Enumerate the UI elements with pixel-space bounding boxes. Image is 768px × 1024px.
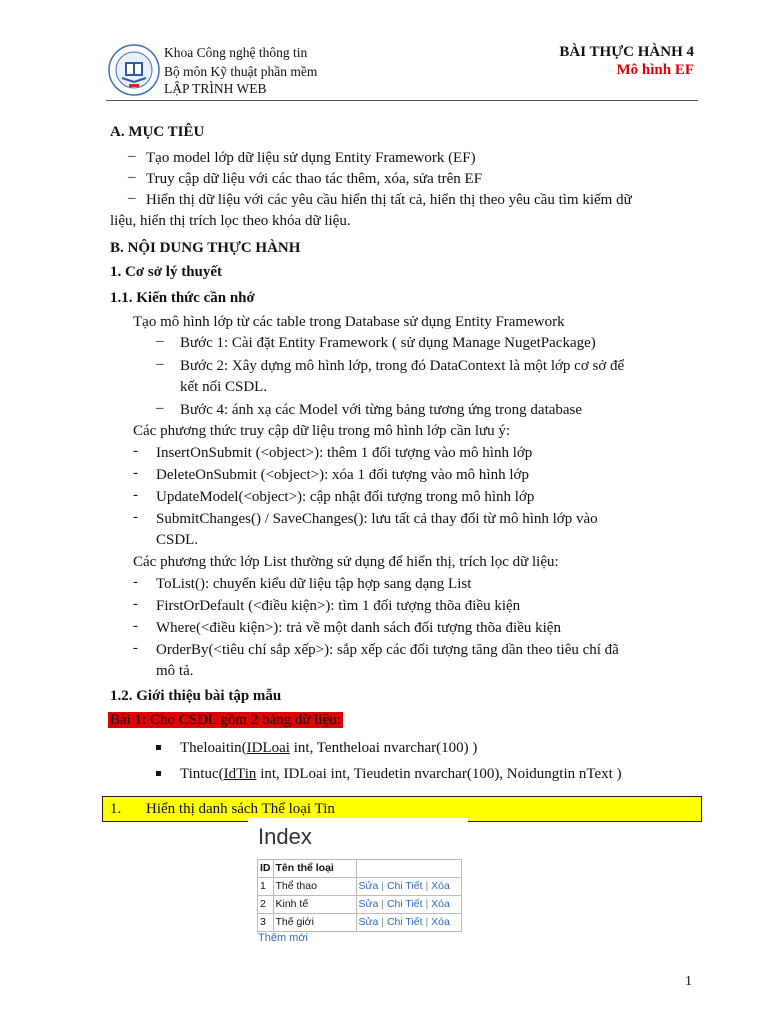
- list-intro: Các phương thức lớp List thường sử dụng để hiển thị, trích lọc dữ liệu:: [133, 554, 559, 570]
- dash-marker: -: [133, 487, 138, 503]
- dash-marker: -: [133, 443, 138, 459]
- table-row: [258, 896, 462, 914]
- cell-id: 2: [258, 896, 274, 914]
- university-logo: [108, 44, 160, 96]
- table-name: Theloaitin(: [180, 740, 247, 756]
- table-row: [258, 878, 462, 896]
- details-link[interactable]: Chi Tiết: [386, 880, 423, 892]
- intro-text: Tạo mô hình lớp từ các table trong Database sử dụng Entity Framework: [133, 314, 565, 330]
- separator: |: [425, 898, 429, 910]
- category-table: [257, 859, 462, 932]
- dash-marker: -: [133, 596, 138, 612]
- dash-marker: –: [128, 190, 136, 206]
- cell-actions: [356, 878, 461, 896]
- cell-name: Thế giới: [273, 914, 356, 932]
- heading-1-1: 1.1. Kiến thức cần nhớ: [110, 290, 255, 306]
- dash-marker: –: [128, 148, 136, 164]
- table-name: Tintuc(: [180, 766, 224, 782]
- square-bullet-icon: [156, 771, 161, 776]
- objective-item: Tạo model lớp dữ liệu sử dụng Entity Framework (EF): [146, 150, 476, 166]
- separator: |: [381, 880, 385, 892]
- heading-1-2: 1.2. Giới thiệu bài tập mẫu: [110, 688, 282, 704]
- table-columns: int, IDLoai int, Tieudetin nvarchar(100), Noidungtin nText ): [256, 766, 622, 782]
- method-item: InsertOnSubmit (<object>): thêm 1 đối tượng vào mô hình lớp: [156, 445, 533, 461]
- exercise-1-highlight: Bài 1: Cho CSDL gồm 2 bảng dữ liệu:: [110, 712, 341, 728]
- table-columns: int, Tentheloai nvarchar(100) ): [289, 740, 478, 756]
- separator: |: [381, 898, 385, 910]
- dash-marker: –: [156, 356, 164, 372]
- separator: |: [425, 880, 429, 892]
- dash-marker: -: [133, 640, 138, 656]
- details-link[interactable]: Chi Tiết: [386, 916, 423, 928]
- list-method-item: FirstOrDefault (<điều kiện>): tìm 1 đối tượng thõa điều kiện: [156, 598, 521, 614]
- method-item: DeleteOnSubmit (<object>): xóa 1 đối tượng vào mô hình lớp: [156, 467, 529, 483]
- header-lab-subtitle: Mô hình EF: [616, 62, 694, 78]
- delete-link[interactable]: Xóa: [431, 880, 450, 892]
- dash-marker: –: [156, 400, 164, 416]
- section-a-heading: A. MỤC TIÊU: [110, 124, 205, 140]
- step-item: Bước 2: Xây dựng mô hình lớp, trong đó DataContext là một lớp cơ sở để: [180, 358, 625, 374]
- column-header-name: Tên thể loại: [273, 860, 356, 878]
- header-department: Bộ môn Kỹ thuật phần mềm: [164, 64, 318, 79]
- step-item-cont: kết nối CSDL.: [180, 379, 268, 395]
- objective-item: Hiển thị dữ liệu với các yêu cầu hiển thị tất cả, hiển thị theo yêu cầu tìm kiếm dữ: [146, 192, 632, 208]
- index-title: Index: [258, 824, 312, 849]
- list-method-item-cont: mô tả.: [156, 663, 194, 679]
- header-course: LẬP TRÌNH WEB: [164, 81, 267, 96]
- dash-marker: –: [156, 333, 164, 349]
- dash-marker: –: [128, 169, 136, 185]
- add-new-link[interactable]: Thêm mới: [258, 932, 308, 944]
- methods-intro: Các phương thức truy cập dữ liệu trong mô hình lớp cần lưu ý:: [133, 423, 511, 439]
- table-header-row: [258, 860, 462, 878]
- dash-marker: -: [133, 618, 138, 634]
- method-item-cont: CSDL.: [156, 532, 199, 548]
- table-def-tintuc: [180, 764, 622, 784]
- separator: |: [381, 916, 385, 928]
- step-item: Bước 1: Cài đặt Entity Framework ( sử dụng Manage NugetPackage): [180, 335, 596, 351]
- edit-link[interactable]: Sửa: [358, 898, 379, 910]
- heading-1: 1. Cơ sở lý thuyết: [110, 264, 223, 280]
- list-method-item: Where(<điều kiện>): trả về một danh sách đối tượng thõa điều kiện: [156, 620, 561, 636]
- header-divider: [106, 100, 698, 101]
- details-link[interactable]: Chi Tiết: [386, 898, 423, 910]
- column-header-id: ID: [258, 860, 274, 878]
- cell-actions: [356, 914, 461, 932]
- section-b-heading: B. NỘI DUNG THỰC HÀNH: [110, 240, 301, 256]
- delete-link[interactable]: Xóa: [431, 916, 450, 928]
- header-faculty: Khoa Công nghệ thông tin: [164, 45, 308, 60]
- method-item: SubmitChanges() / SaveChanges(): lưu tất cả thay đổi từ mô hình lớp vào: [156, 511, 598, 527]
- cell-name: Thể thao: [273, 878, 356, 896]
- list-method-item: OrderBy(<tiêu chí sắp xếp>): sắp xếp các đối tượng tăng dần theo tiêu chí đã: [156, 642, 619, 658]
- page-number: 1: [685, 974, 692, 989]
- step-item: Bước 4: ánh xạ các Model với từng bảng tương ứng trong database: [180, 402, 583, 418]
- separator: |: [425, 916, 429, 928]
- column-header-actions: [356, 860, 461, 878]
- header-lab-title: BÀI THỰC HÀNH 4: [559, 44, 694, 60]
- exercise-1-label: [108, 710, 343, 730]
- method-item: UpdateModel(<object>): cập nhật đối tượng trong mô hình lớp: [156, 489, 535, 505]
- dash-marker: -: [133, 465, 138, 481]
- dash-marker: -: [133, 509, 138, 525]
- task-1-title: Hiển thị danh sách Thể loại Tin: [146, 801, 335, 817]
- table-row: [258, 914, 462, 932]
- cell-id: 3: [258, 914, 274, 932]
- objective-item-cont: liệu, hiển thị trích lọc theo khóa dữ liệu.: [110, 213, 351, 229]
- table-def-theloaitin: [180, 738, 477, 758]
- primary-key: IDLoai: [246, 740, 290, 756]
- edit-link[interactable]: Sửa: [358, 916, 379, 928]
- list-method-item: ToList(): chuyển kiểu dữ liệu tập hợp sang dạng List: [156, 576, 472, 592]
- objective-item: Truy cập dữ liệu với các thao tác thêm, xóa, sửa trên EF: [146, 171, 483, 187]
- task-1-number: 1.: [110, 801, 122, 817]
- square-bullet-icon: [156, 745, 161, 750]
- cell-name: Kinh tế: [273, 896, 356, 914]
- primary-key: IdTin: [223, 766, 257, 782]
- delete-link[interactable]: Xóa: [431, 898, 450, 910]
- dash-marker: -: [133, 574, 138, 590]
- edit-link[interactable]: Sửa: [358, 880, 379, 892]
- cell-id: 1: [258, 878, 274, 896]
- cell-actions: [356, 896, 461, 914]
